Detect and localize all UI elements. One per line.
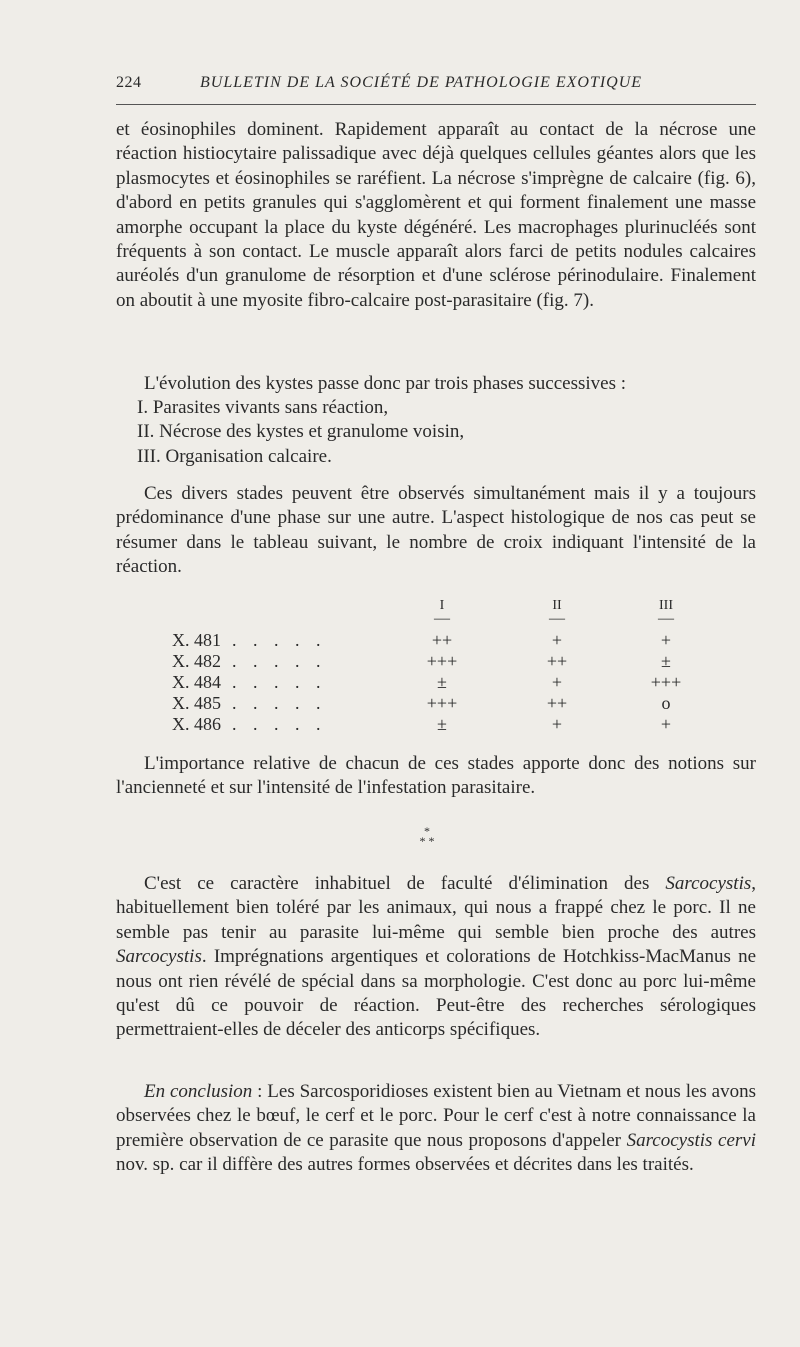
cell-i: ± [437, 672, 447, 692]
row-label: X. 481 [172, 630, 221, 650]
phase-item: I. Parasites vivants sans réaction, [137, 397, 389, 418]
conclusion-lead: En conclusion [144, 1081, 253, 1102]
cell-i: +++ [426, 651, 458, 671]
row-label: X. 482 [172, 651, 221, 671]
importance-text: L'importance relative de chacun de ces stades apporte donc des notions sur l'ancienneté et sur l'intensité de l'infestation parasitaire. [116, 753, 756, 799]
row-dots: . . . . . [232, 693, 327, 713]
cell-ii: + [551, 630, 563, 650]
pig-text: C'est ce caractère inhabituel de faculté d'élimination des Sarcocystis, habituellement bien toléré par les animaux, qui nous a frappé chez le porc. Il ne semble pas tenir au parasite lui-même qui semble bien proche des autres Sarcocystis. Imprégnations argentiques et colorations de Hotchkiss-MacManus ne nous ont rien révélé de spécial dans sa morphologie. C'est donc au porc lui-même qu'est dû ce pouvoir de réaction. Peut-être des recherches sérologiques permettraient-elles de déceler des anticorps spécifiques. [116, 873, 756, 1041]
header-rule [116, 104, 756, 105]
species-name: Sarcocystis cervi [626, 1129, 756, 1151]
species-name: Sarcocystis [665, 873, 752, 894]
cell-ii: ++ [546, 693, 568, 713]
paragraph-text: et éosinophiles dominent. Rapidement apparaît au contact de la nécrose une réaction histiocytaire palissadique avec déjà quelques cellules géantes alors que les plasmocytes et éosinophiles se raréfient. La nécrose s'imprègne de calcaire (fig. 6), d'abord en petits granules qui s'agglomèrent et qui forment finalement une masse amorphe occupant la place du kyste dégénéré. Les macrophages plurinucléés sont fréquents à son contact. Le muscle apparaît alors farci de petits nodules calcaires auréolés d'un granulome de résorption et d'une sclérose périnodulaire. Finalement on aboutit à une myosite fibro-calcaire post-parasitaire (fig. 7). [116, 119, 756, 311]
table-row [172, 693, 732, 713]
cell-ii: + [551, 672, 563, 692]
column-header-i: I — [434, 598, 450, 627]
separator-star-top: * [424, 824, 430, 838]
journal-title: BULLETIN DE LA SOCIÉTÉ DE PATHOLOGIE EXOTIQUE [200, 74, 643, 91]
cell-iii: + [660, 630, 672, 650]
table-row [172, 651, 732, 671]
table-row [172, 630, 732, 650]
phase-item: II. Nécrose des kystes et granulome voisin, [137, 421, 465, 443]
row-dots: . . . . . [232, 630, 327, 650]
paragraph-stages [116, 482, 756, 580]
row-dots: . . . . . [232, 672, 327, 692]
paragraph-pig [116, 872, 756, 1043]
paragraph-conclusion [116, 1080, 756, 1178]
conclusion-text: En conclusion : Les Sarcosporidioses existent bien au Vietnam et nous les avons observées chez le bœuf, le cerf et le porc. Pour le cerf c'est à notre connaissance la première observation de ce parasite que nous proposons d'appeler Sarcocystis cervi nov. sp. car il diffère des autres formes observées et décrites dans les traités. [116, 1081, 756, 1176]
species-name: Sarcocystis [116, 946, 202, 968]
cell-i: ± [437, 714, 447, 734]
evolution-intro-text: L'évolution des kystes passe donc par trois phases successives : [144, 373, 627, 394]
cell-ii: + [551, 714, 563, 734]
table-row [172, 714, 732, 734]
page-number: 224 [116, 74, 142, 91]
row-label: X. 485 [172, 693, 221, 713]
row-dots: . . . . . [232, 714, 327, 734]
paragraph-histology [116, 118, 756, 313]
stages-text: Ces divers stades peuvent être observés simultanément mais il y a toujours prédominance d'une phase sur une autre. L'aspect histologique de nos cas peut se résumer dans le tableau suivant, le nombre de croix indiquant l'intensité de la réaction. [116, 483, 756, 578]
paragraph-importance [116, 752, 756, 801]
cell-iii: + [660, 714, 672, 734]
phase-item: III. Organisation calcaire. [137, 445, 332, 467]
row-dots: . . . . . [232, 651, 327, 671]
phases-list [137, 396, 737, 469]
section-separator [412, 826, 442, 846]
cell-i: ++ [431, 630, 453, 650]
reaction-table [172, 598, 732, 738]
table-row [172, 672, 732, 692]
paragraph-evolution-intro [116, 372, 756, 396]
cell-ii: ++ [546, 651, 568, 671]
row-label: X. 486 [172, 714, 221, 734]
cell-iii: +++ [650, 672, 682, 692]
cell-iii: ± [661, 651, 671, 671]
cell-iii: o [661, 693, 671, 713]
row-label: X. 484 [172, 672, 221, 692]
column-header-ii: II — [549, 598, 565, 627]
separator-stars-bottom: * * [419, 834, 435, 848]
column-header-iii: III — [658, 598, 674, 627]
cell-i: +++ [426, 693, 458, 713]
